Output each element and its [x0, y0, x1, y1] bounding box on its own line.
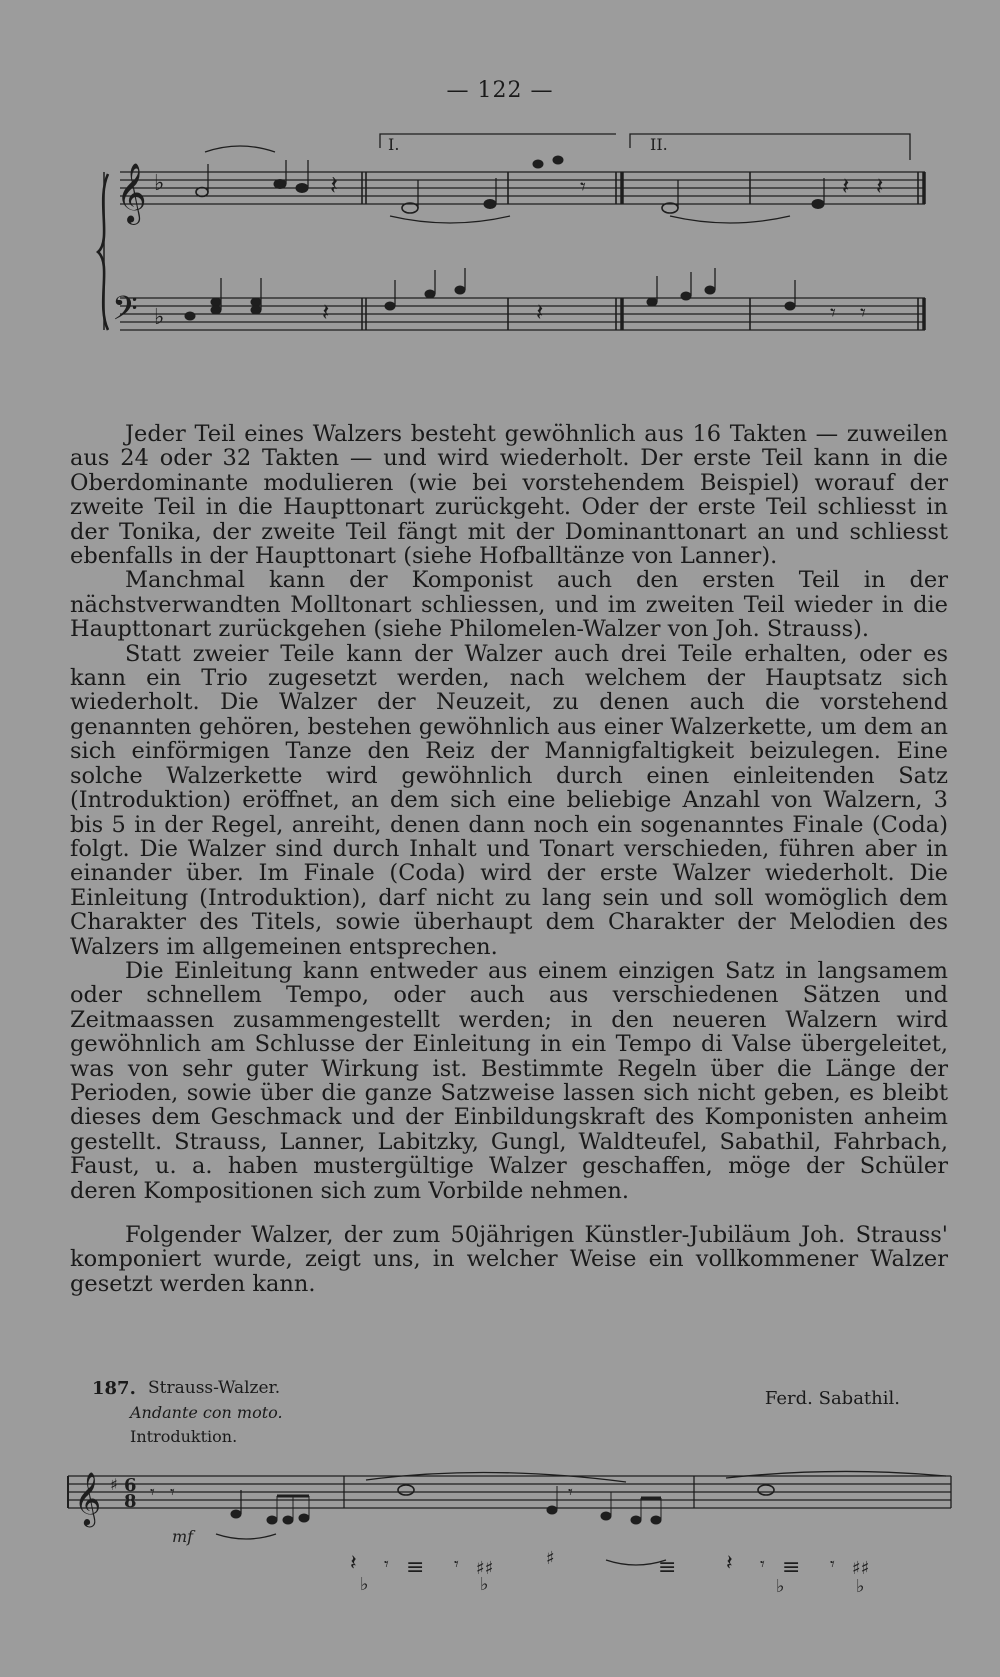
svg-text:𝄾: 𝄾	[830, 301, 836, 326]
dynamic-marking: mf	[172, 1527, 194, 1546]
svg-text:♯: ♯	[546, 1548, 555, 1569]
svg-text:♯♯: ♯♯	[476, 1558, 494, 1579]
svg-text:𝄽: 𝄽	[726, 1551, 733, 1576]
svg-text:𝄾: 𝄾	[454, 1554, 459, 1575]
paragraph: Die Einleitung kann entweder aus einem einzigen Satz in langsamem oder schnellem Tempo, oder auch aus verschiedenen Sätzen und Zeitmaassen zusammengestellt werden; in den neueren Walzern wird gewöhnlich am Schlusse der Einleitung in ein Tempo di Valse übergeleitet, was von sehr guter Wirkung ist. Bestimmte Regeln über die Länge der Perioden, sowie über die ganze Satzweise lassen sich nicht geben, es bleibt dieses dem Geschmack und der Einbildungskraft des Komponisten anheim gestellt. Strauss, Lanner, Labitzky, Gungl, Waldteufel, Sabathil, Fahrbach, Faust, u. a. haben mustergültige Walzer geschaffen, möge der Schüler deren Kompositionen sich zum Vorbilde nehmen.	[70, 957, 948, 1204]
svg-text:≡: ≡	[782, 1555, 801, 1580]
svg-text:𝄽: 𝄽	[536, 298, 544, 326]
svg-text:𝄢: 𝄢	[112, 290, 138, 336]
svg-text:𝄽: 𝄽	[842, 172, 850, 200]
paragraph: Manchmal kann der Komponist auch den ersten Teil in der nächstverwandten Molltonart schliessen, und im zweiten Teil wieder in die Haupttonart zurückgehen (siehe Philomelen-Walzer von Joh. Strauss).	[70, 567, 948, 643]
svg-text:𝄾: 𝄾	[568, 1482, 573, 1503]
svg-text:≡: ≡	[406, 1555, 425, 1580]
svg-text:♭: ♭	[154, 171, 165, 196]
svg-text:𝄽: 𝄽	[350, 1551, 357, 1576]
page-number: — 122 —	[446, 78, 554, 103]
svg-text:𝄞: 𝄞	[116, 163, 147, 223]
svg-text:𝄽: 𝄽	[330, 171, 338, 201]
svg-text:𝄾: 𝄾	[760, 1554, 765, 1575]
svg-text:𝄽: 𝄽	[876, 172, 884, 200]
svg-text:♭: ♭	[856, 1576, 865, 1597]
svg-text:♭: ♭	[154, 305, 165, 330]
section-label: Introduktion.	[130, 1427, 238, 1446]
tempo-marking: Andante con moto.	[130, 1403, 283, 1422]
paragraph: Statt zweier Teile kann der Walzer auch drei Teile erhalten, oder es kann ein Trio zugesetzt werden, nach welchem der Hauptsatz sich wiederholt. Die Walzer der Neuzeit, zu denen auch die vorstehend genannten gehören, bestehen gewöhnlich aus einer Walzerkette, um dem an sich einförmigen Tanze den Reiz der Mannigfaltigkeit beizulegen. Eine solche Walzerkette wird gewöhnlich durch einen einleitenden Satz (Introduktion) eröffnet, an dem sich eine beliebige Anzahl von Walzern, 3 bis 5 in der Regel, anreiht, denen dann noch ein sogenanntes Finale (Coda) folgt. Die Walzer sind durch Inhalt und Tonart verschieden, führen aber in einander über. Im Finale (Coda) wird der erste Walzer wiederholt. Die Einleitung (Introduktion), darf nicht zu lang sein und soll womöglich dem Charakter des Titels, sowie überhaupt dem Charakter der Melodien des Walzers im allgemeinen entsprechen.	[70, 640, 948, 960]
svg-text:𝄾: 𝄾	[170, 1482, 175, 1503]
time-signature-top: 6	[124, 1475, 137, 1496]
svg-text:𝄽: 𝄽	[322, 298, 330, 326]
time-signature-bottom: 8	[124, 1491, 137, 1512]
svg-text:𝄞: 𝄞	[74, 1471, 102, 1525]
svg-text:♭: ♭	[480, 1574, 489, 1595]
svg-text:𝄾: 𝄾	[860, 301, 866, 326]
piece-header	[82, 1378, 922, 1458]
body-text	[70, 422, 948, 1296]
piece-title: Strauss-Walzer.	[148, 1378, 281, 1398]
composer-name: Ferd. Sabathil.	[764, 1388, 900, 1409]
svg-text:♯: ♯	[110, 1475, 118, 1494]
paragraph: Jeder Teil eines Walzers besteht gewöhnlich aus 16 Takten — zuweilen aus 24 oder 32 Takten — und wird wiederholt. Der erste Teil kann in die Oberdominante modulieren (wie bei vorstehendem Beispiel) worauf der zweite Teil in die Haupttonart zurückgeht. Oder der erste Teil schliesst in der Tonika, der zweite Teil fängt mit der Dominanttonart an und schliesst ebenfalls in der Haupttonart (siehe Hofballtänze von Lanner).	[70, 421, 948, 570]
piece-number: 187.	[92, 1378, 136, 1399]
svg-text:♭: ♭	[776, 1576, 785, 1597]
ending-2-label: II.	[650, 135, 668, 154]
svg-text:♯♯: ♯♯	[852, 1558, 870, 1579]
waltz-introduction-score	[66, 1462, 956, 1602]
svg-text:𝄾: 𝄾	[580, 175, 586, 200]
svg-text:♭: ♭	[360, 1574, 369, 1595]
music-example-score	[90, 130, 930, 350]
svg-text:𝄾: 𝄾	[830, 1554, 835, 1575]
paragraph: Folgender Walzer, der zum 50jährigen Künstler-Jubiläum Joh. Strauss' komponiert wurde, zeigt uns, in welcher Weise ein vollkommener Walzer gesetzt werden kann.	[70, 1222, 948, 1297]
svg-text:≡: ≡	[658, 1555, 677, 1580]
svg-text:𝄾: 𝄾	[150, 1482, 155, 1503]
svg-text:𝄾: 𝄾	[384, 1554, 389, 1575]
ending-1-label: I.	[388, 135, 400, 154]
